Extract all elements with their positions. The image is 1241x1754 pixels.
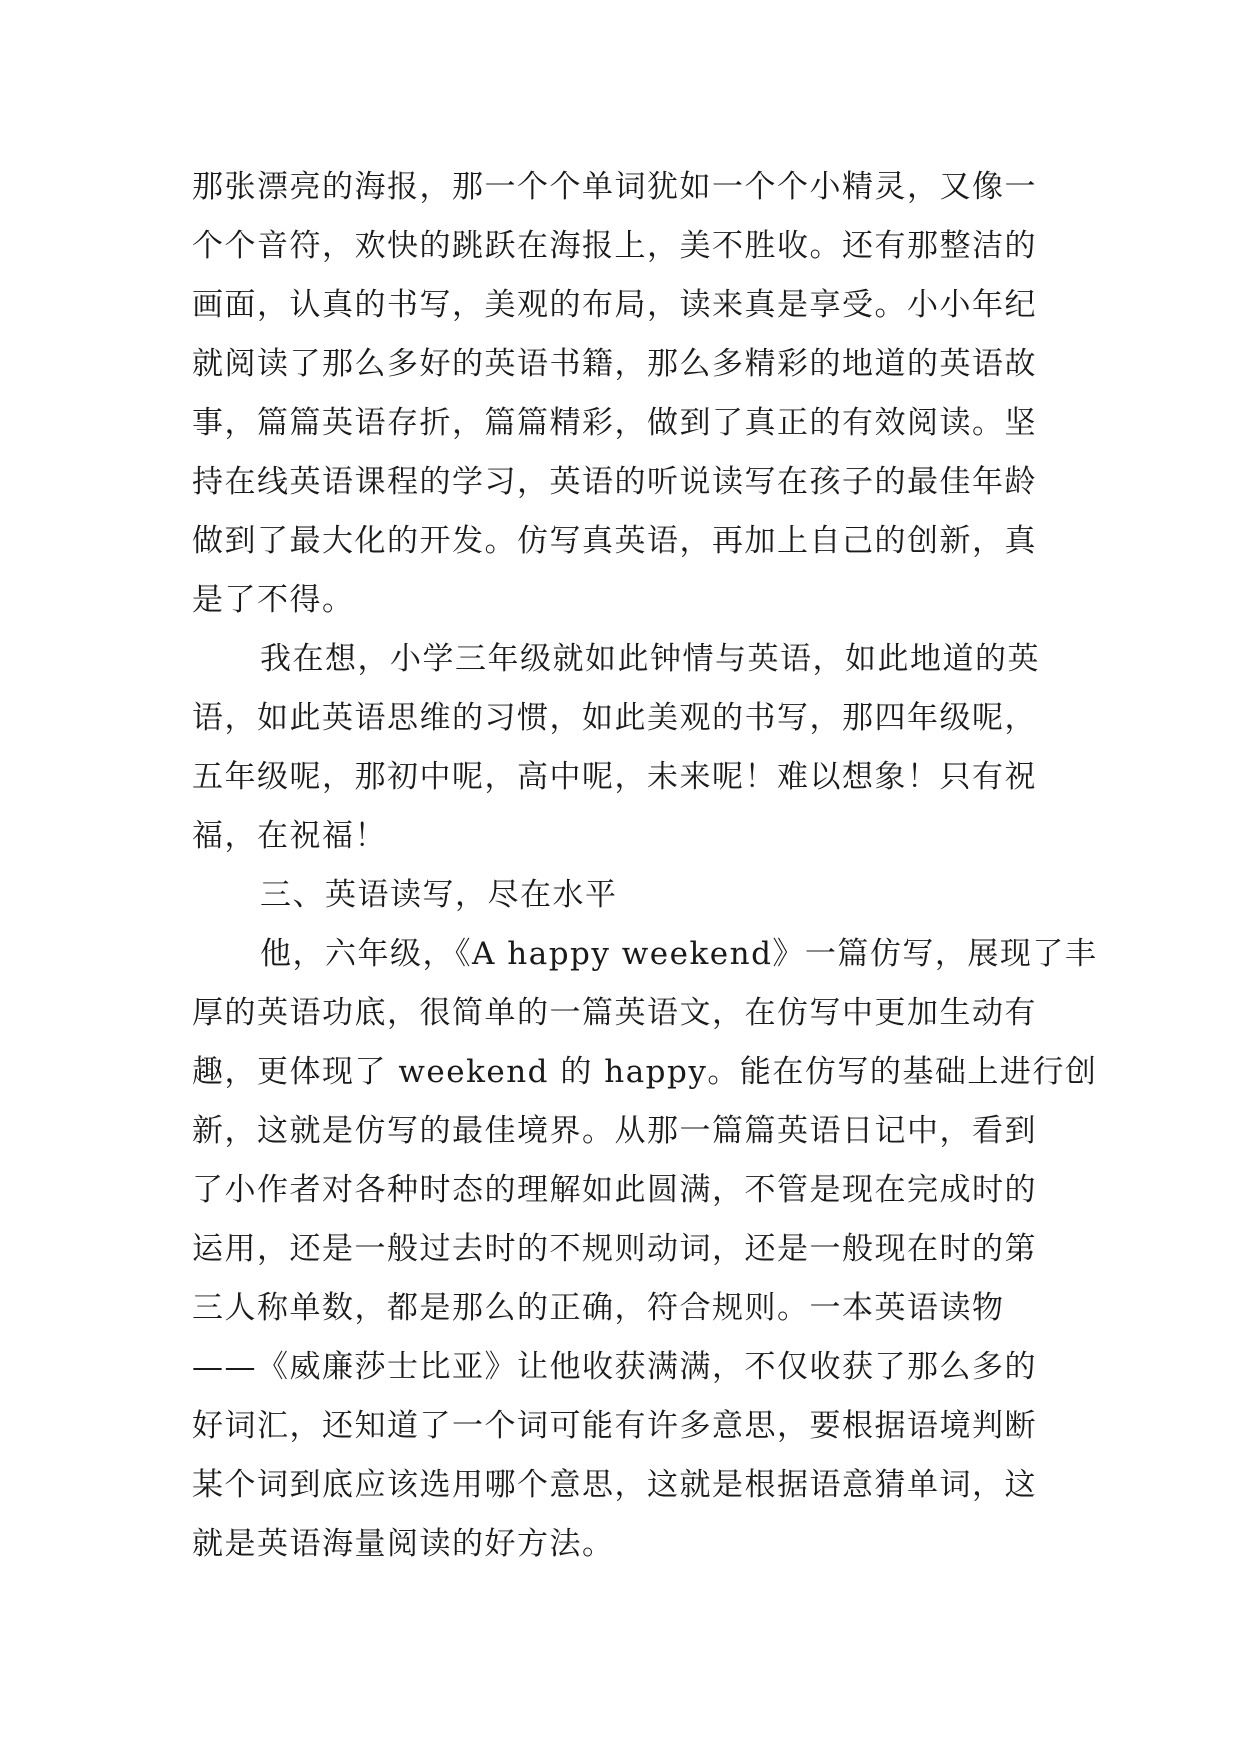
text-line: 好词汇，还知道了一个词可能有许多意思，要根据语境判断	[192, 1408, 1037, 1444]
text-line: 事，篇篇英语存折，篇篇精彩，做到了真正的有效阅读。坚	[192, 405, 1037, 441]
text-line: 某个词到底应该选用哪个意思，这就是根据语意猜单词，这	[192, 1467, 1037, 1503]
text-line: 那张漂亮的海报，那一个个单词犹如一个个小精灵，又像一	[192, 169, 1037, 205]
text-line: 新，这就是仿写的最佳境界。从那一篇篇英语日记中，看到	[192, 1113, 1037, 1149]
heading-line: 三、英语读写，尽在水平	[260, 877, 618, 913]
text-line: 就阅读了那么多好的英语书籍，那么多精彩的地道的英语故	[192, 346, 1037, 382]
document-body	[192, 158, 1098, 1574]
text-line: 三人称单数，都是那么的正确，符合规则。一本英语读物	[192, 1290, 1005, 1326]
text-line: 画面，认真的书写，美观的布局，读来真是享受。小小年纪	[192, 287, 1037, 323]
text-line: 是了不得。	[192, 582, 355, 618]
text-line: 就是英语海量阅读的好方法。	[192, 1526, 615, 1562]
text-line: 运用，还是一般过去时的不规则动词，还是一般现在时的第	[192, 1231, 1037, 1267]
text-line: 个个音符，欢快的跳跃在海报上，美不胜收。还有那整洁的	[192, 228, 1037, 264]
text-line: 五年级呢，那初中呢，高中呢，未来呢！难以想象！只有祝	[192, 759, 1037, 795]
paragraph-1	[192, 158, 1072, 630]
paragraph-3	[192, 925, 1098, 1574]
section-heading	[192, 866, 1072, 925]
text-line: 语，如此英语思维的习惯，如此美观的书写，那四年级呢，	[192, 700, 1037, 736]
text-line: 我在想，小学三年级就如此钟情与英语，如此地道的英	[260, 641, 1040, 677]
paragraph-2	[192, 630, 1072, 866]
text-line: ——《威廉莎士比亚》让他收获满满，不仅收获了那么多的	[192, 1349, 1037, 1385]
text-line: 持在线英语课程的学习，英语的听说读写在孩子的最佳年龄	[192, 464, 1037, 500]
text-line: 他，六年级，《A happy weekend》一篇仿写，展现了丰	[260, 936, 1098, 972]
text-line: 厚的英语功底，很简单的一篇英语文，在仿写中更加生动有	[192, 995, 1037, 1031]
text-line: 趣，更体现了 weekend 的 happy。能在仿写的基础上进行创	[192, 1054, 1098, 1090]
text-line: 了小作者对各种时态的理解如此圆满，不管是现在完成时的	[192, 1172, 1037, 1208]
text-line: 做到了最大化的开发。仿写真英语，再加上自己的创新，真	[192, 523, 1037, 559]
text-line: 福，在祝福！	[192, 818, 387, 854]
